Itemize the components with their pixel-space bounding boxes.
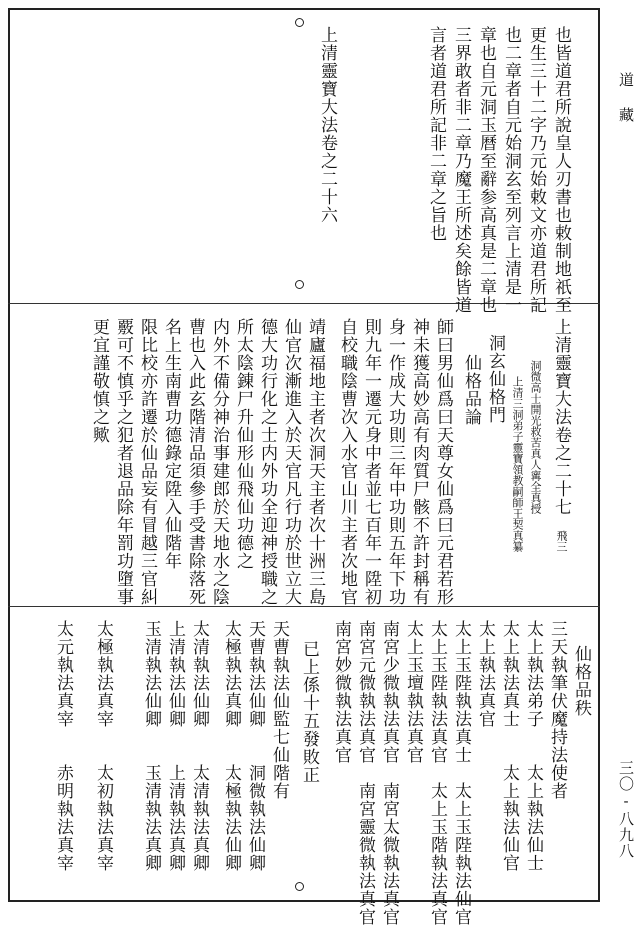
rank-column: 南宮少微執法真官 南宮太微執法真官 (379, 620, 399, 926)
compiler-line: 洞微高士開光救苦真人寗全真授 (529, 360, 542, 514)
binding-circle (295, 280, 304, 289)
rank-column: 上清執法仙卿 上清執法真卿 (165, 620, 185, 872)
page-number: 三〇-八九八 (617, 760, 635, 859)
body-column: 曹也入此玄階清品須參手受書除落死 (185, 318, 205, 606)
rank-column: 太上玉陛執法真官 太上玉階執法真官 (427, 620, 447, 926)
text-column: 更生三十二字乃元始敕文亦道君所記 (526, 26, 546, 314)
body-column: 身一作成大功則三年中功則五年下功 (385, 318, 405, 606)
rank-column: 三天執筆伏魔持法使者 (547, 620, 567, 800)
volume-title: 上清靈寶大法卷之二十七 (551, 318, 571, 516)
rank-column: 太極執法真卿 太極執法仙卿 (221, 620, 241, 872)
rank-column: 太清執法仙卿 太清執法真卿 (189, 620, 209, 872)
text-column: 也二章者自元始洞玄至列言上清是一 (501, 26, 521, 314)
rank-column: 太上玉陛執法真士 太上玉陛執法仙官 (451, 620, 471, 926)
body-column: 師曰男仙爲曰天尊女仙爲曰元君若形 (433, 318, 453, 606)
body-column: 所太陰錬尸升仙形仙飛仙功德之 (233, 318, 253, 570)
body-column: 更宜謹敬慎之歟 (89, 318, 109, 444)
body-column: 德大功行化之士内外功全迎神授職之 (257, 318, 277, 606)
rank-column: 南宮妙微執法真官 (331, 620, 351, 764)
rank-column: 天曹執法仙監七仙階有 (269, 620, 289, 800)
body-column: 自校職陰曹次入水官山川主者次地官 (337, 318, 357, 606)
rank-column: 太上執法弟子 太上執法仙士 (523, 620, 543, 872)
rank-column: 太上執法真士 太上執法仙官 (499, 620, 519, 872)
section-sub: 仙格品論 (461, 354, 481, 426)
binding-circle (295, 882, 304, 891)
rank-note: 已上係十五發敗正 (299, 640, 319, 784)
section-gate: 洞玄仙格門 (485, 334, 505, 424)
panel-divider-2 (8, 606, 600, 607)
body-column: 名上生南曹功德錄定陞入仙階年 (161, 318, 181, 570)
body-column: 仙官次漸進入於天官凡行功於世立大 (281, 318, 301, 606)
rank-column: 太上玉壇執法真官 (403, 620, 423, 764)
rank-column: 玉清執法仙卿 玉清執法真卿 (141, 620, 161, 872)
rank-column: 南宮元微執法真官 南宮靈微執法真官 (355, 620, 375, 926)
body-column: 内外不備分神治事建郎於天地水之陰 (209, 318, 229, 606)
body-column: 靖廬福地主者次洞天主者次十洲三島 (305, 318, 325, 606)
section-title: 仙格品秩 (571, 645, 591, 717)
closing-title: 上清靈寶大法卷之二十六 (317, 26, 337, 224)
body-column: 神未獲高妙高有肉質尸骸不許封稱有 (409, 318, 429, 606)
text-column: 章也自元洞玉曆至辭参高真是二章也 (476, 26, 496, 314)
body-column: 則九年一遷元身中者並七百年一陞初 (361, 318, 381, 606)
text-column: 也皆道君所說皇人刃書也敕制地祇至 (551, 26, 571, 314)
volume-mark: 飛三 (555, 530, 568, 552)
rank-column: 天曹執法仙卿 洞微執法仙卿 (245, 620, 265, 872)
compiler-line: 上清三洞弟子靈寶領教嗣師王契真纂 (511, 376, 524, 552)
rank-column: 太上執法真官 (475, 620, 495, 728)
binding-circle (295, 18, 304, 27)
text-column: 三界敢者非二章乃魔王所述矣餘皆道 (451, 26, 471, 314)
rank-column: 太元執法真宰 赤明執法真宰 (53, 620, 73, 872)
body-column: 覈可不慎乎之犯者退品除年罰功墮事 (113, 318, 133, 606)
text-column: 言者道君所記非二章之旨也 (426, 26, 446, 242)
rank-column: 太極執法真宰 太初執法真宰 (93, 620, 113, 872)
body-column: 限比校亦許遷於仙品妄有冒越三官糾 (137, 318, 157, 606)
margin-label: 道藏 (617, 72, 635, 142)
